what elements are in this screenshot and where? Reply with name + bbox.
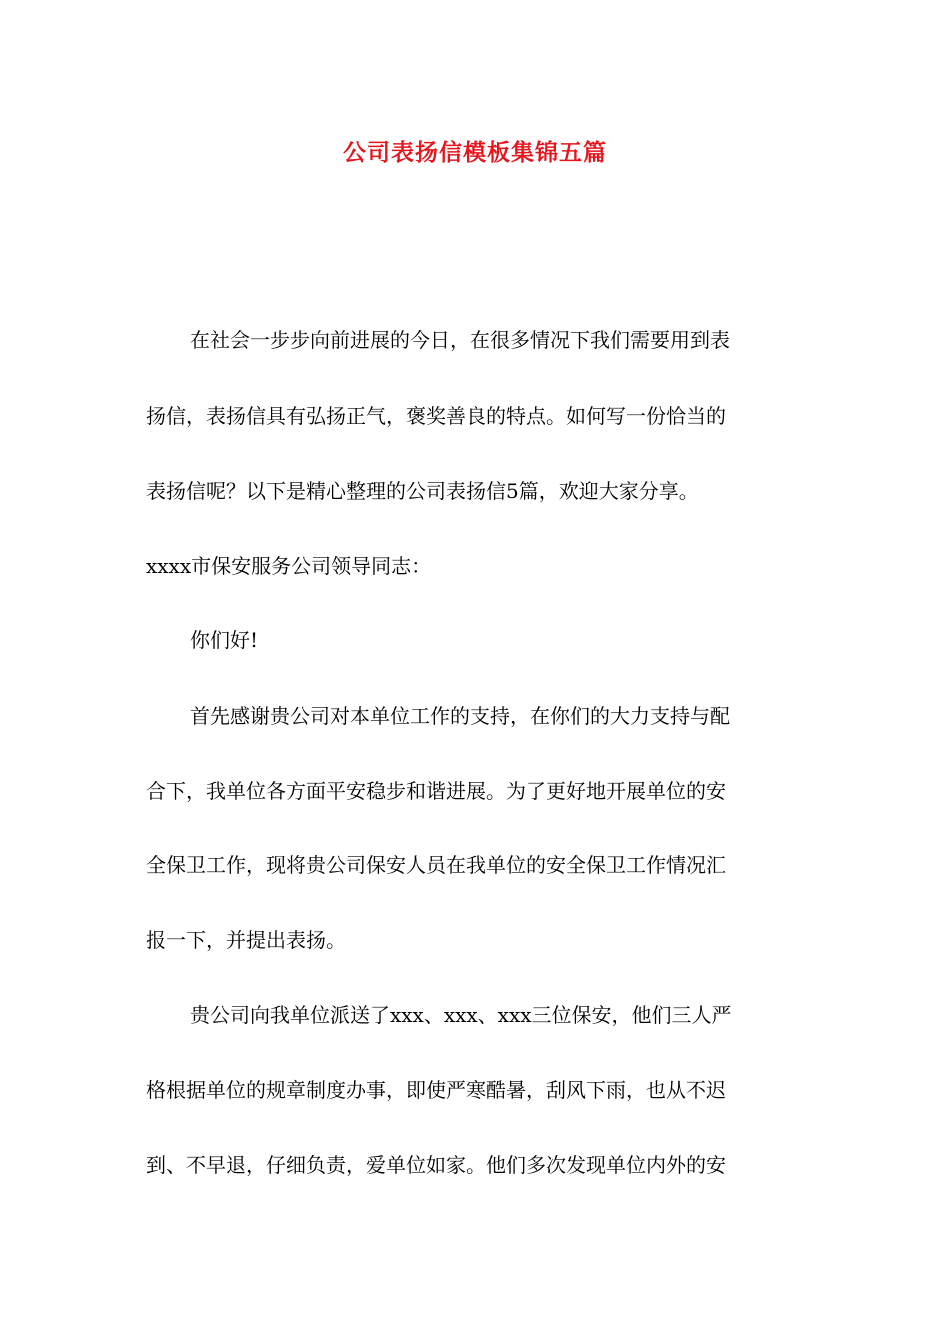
- paragraph-line: 报一下，并提出表扬。: [146, 928, 346, 952]
- paragraph-line: 表扬信呢？以下是精心整理的公司表扬信5篇，欢迎大家分享。: [146, 479, 699, 503]
- salutation-line: xxxx市保安服务公司领导同志：: [146, 554, 432, 578]
- paragraph-line: 扬信，表扬信具有弘扬正气，褒奖善良的特点。如何写一份恰当的: [146, 404, 726, 428]
- paragraph-line: 在社会一步步向前进展的今日，在很多情况下我们需要用到表: [190, 328, 730, 352]
- paragraph-line: 合下，我单位各方面平安稳步和谐进展。为了更好地开展单位的安: [146, 779, 726, 803]
- document-title: 公司表扬信模板集锦五篇: [343, 139, 607, 166]
- paragraph-line: 格根据单位的规章制度办事，即使严寒酷暑，刮风下雨，也从不迟: [146, 1078, 726, 1102]
- paragraph-line: 贵公司向我单位派送了xxx、xxx、xxx三位保安，他们三人严: [190, 1003, 732, 1027]
- paragraph-line: 首先感谢贵公司对本单位工作的支持，在你们的大力支持与配: [190, 704, 730, 728]
- paragraph-line: 全保卫工作，现将贵公司保安人员在我单位的安全保卫工作情况汇: [146, 853, 726, 877]
- paragraph-line: 到、不早退，仔细负责，爱单位如家。他们多次发现单位内外的安: [146, 1153, 726, 1177]
- greeting-line: 你们好!: [190, 628, 259, 652]
